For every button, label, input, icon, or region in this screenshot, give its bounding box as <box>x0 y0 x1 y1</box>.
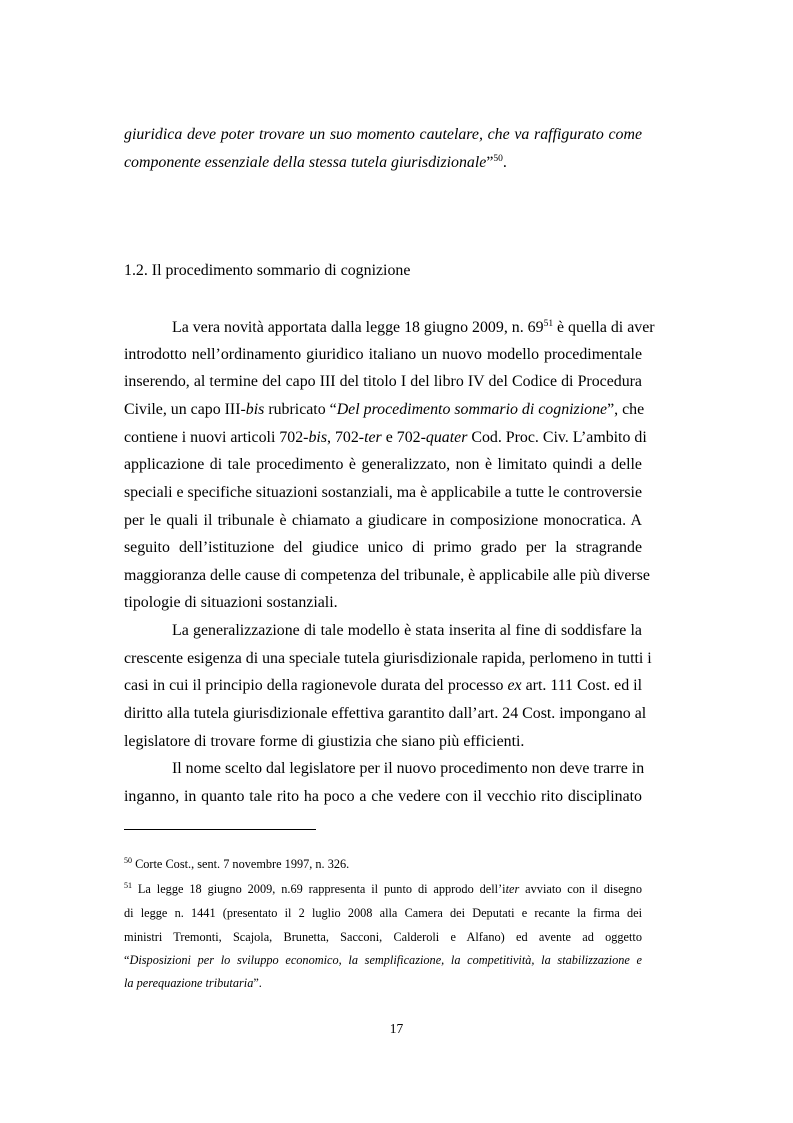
text-line: per le quali il tribunale è chiamato a giudicare in composizione monocratica. A <box>124 512 642 529</box>
footnote-separator <box>124 829 316 830</box>
text-line: tipologie di situazioni sostanziali. <box>124 594 338 611</box>
footnote-51: $^{51}$ La legge 18 giugno 2009, n.69 rappresenta il punto di approdo dell’iter avviato con il disegno <box>124 881 642 896</box>
footnote-ref-50: 50 <box>493 154 503 164</box>
text-line: seguito dell’istituzione del giudice unico di primo grado per la stragrande <box>124 539 642 556</box>
footnote-line: “Disposizioni per lo sviluppo economico, la semplificazione, la competitività, la stabilizzazione e <box>124 953 642 967</box>
section-heading: 1.2. Il procedimento sommario di cognizione <box>124 262 411 279</box>
footnote-line: la perequazione tributaria”. <box>124 976 262 990</box>
text-line: diritto alla tutela giurisdizionale effettiva garantito dall’art. 24 Cost. impongano al <box>124 705 647 722</box>
footnote-ref-51: 51 <box>543 319 554 329</box>
text-line: casi in cui il principio della ragionevole durata del processo ex art. 111 Cost. ed il <box>124 677 642 694</box>
text-line: crescente esigenza di una speciale tutela giurisdizionale rapida, perlomeno in tutti i <box>124 650 652 667</box>
text-line: componente essenziale della stessa tutela giurisdizionale”$^{50}$. <box>124 154 507 171</box>
text-line: Civile, un capo III-bis rubricato “Del procedimento sommario di cognizione”, che <box>124 401 645 418</box>
text-line: giuridica deve poter trovare un suo momento cautelare, che va raffigurato come <box>124 126 642 143</box>
text-line: contiene i nuovi articoli 702-bis, 702-ter e 702-quater Cod. Proc. Civ. L’ambito di <box>124 429 647 446</box>
footnote-line: di legge n. 1441 (presentato il 2 luglio 2008 alla Camera dei Deputati e recante la firma dei <box>124 906 642 920</box>
text-line: La vera novità apportata dalla legge 18 giugno 2009, n. $69^{51}$ è quella di aver <box>172 319 655 336</box>
text-line: Il nome scelto dal legislatore per il nuovo procedimento non deve trarre in <box>172 760 645 777</box>
page-number: 17 <box>389 1021 404 1036</box>
text-line: applicazione di tale procedimento è generalizzato, non è limitato quindi a delle <box>124 456 642 473</box>
footnote-50: $^{50}$ Corte Cost., sent. 7 novembre 1997, n. 326. <box>124 856 350 871</box>
text-line: inserendo, al termine del capo III del titolo I del libro IV del Codice di Procedura <box>124 373 642 390</box>
text-line: La generalizzazione di tale modello è stata inserita al fine di soddisfare la <box>172 622 642 639</box>
text-line: legislatore di trovare forme di giustizia che siano più efficienti. <box>124 733 525 750</box>
text-line: introdotto nell’ordinamento giuridico italiano un nuovo modello procedimentale <box>124 346 642 363</box>
text-line: maggioranza delle cause di competenza del tribunale, è applicabile alle più diverse <box>124 567 650 584</box>
text-line: inganno, in quanto tale rito ha poco a che vedere con il vecchio rito disciplinato <box>124 788 642 805</box>
footnote-line: ministri Tremonti, Scajola, Brunetta, Sacconi, Calderoli e Alfano) ed avente ad oggetto <box>124 930 642 944</box>
text-line: speciali e specifiche situazioni sostanziali, ma è applicabile a tutte le controversie <box>124 484 643 501</box>
